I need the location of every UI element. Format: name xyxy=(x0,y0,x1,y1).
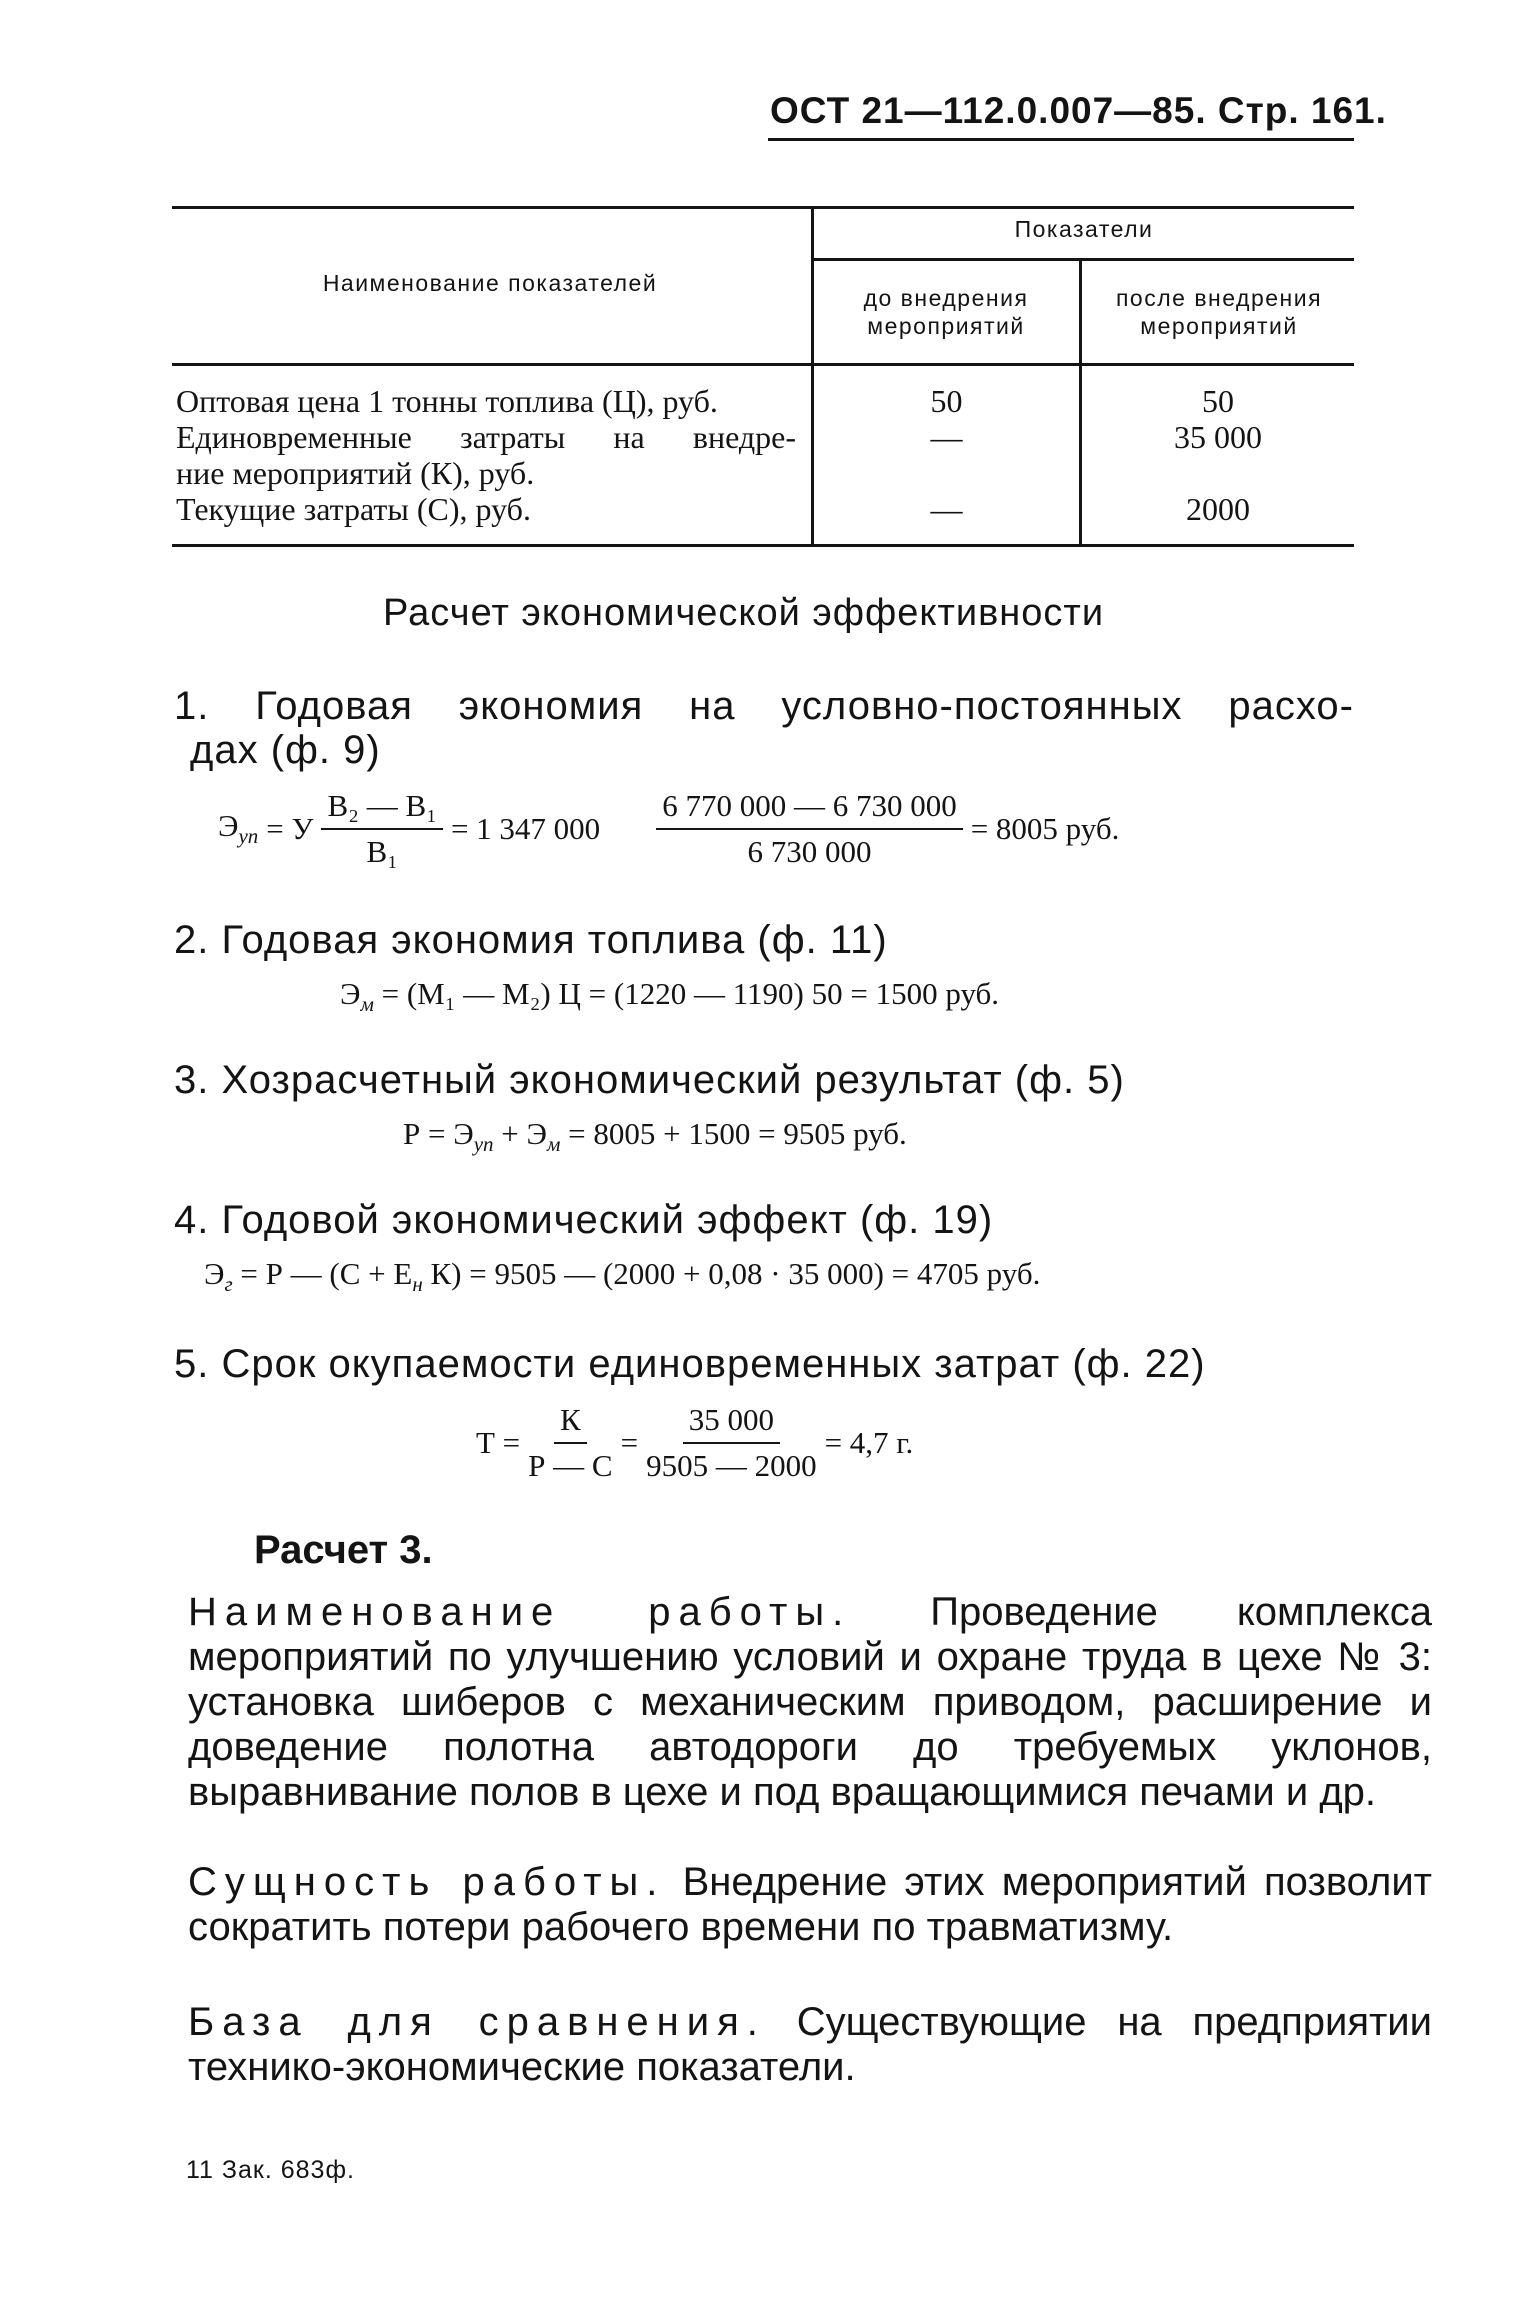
col-header-before: до внедрения мероприятий xyxy=(863,285,1029,339)
item-1-line1: 1. Годовая экономия на условно-постоянных расхо- xyxy=(174,684,1354,728)
f5-eq: = xyxy=(620,1425,639,1460)
f5-result: = 4,7 г. xyxy=(824,1425,914,1460)
f1-numerator-1: В₂ — В₁ xyxy=(321,788,442,830)
f1-fraction-2 xyxy=(656,788,963,870)
f1-fraction-1 xyxy=(321,788,442,870)
item-1-line2: дах (ф. 9) xyxy=(190,728,381,772)
f5-numerator-1: К xyxy=(554,1402,587,1444)
f1-eq: = У xyxy=(266,811,314,846)
calc3-essence-label: Сущность работы. xyxy=(188,1860,666,1904)
table-group-rule xyxy=(812,258,1354,261)
calc3-base-label: База для сравнения. xyxy=(188,2000,766,2044)
page-footer: 11 Зак. 683ф. xyxy=(186,2156,355,2184)
row-3-before: — xyxy=(930,491,963,527)
f1-denominator-2: 6 730 000 xyxy=(747,834,872,869)
row-2-label-line1: Единовременные затраты на внедре- xyxy=(176,419,796,455)
item-5: 5. Срок окупаемости единовременных затрат (ф. 22) xyxy=(174,1342,1206,1386)
calc3-name-paragraph xyxy=(188,1590,1432,1815)
formula-3: $Р = Э_{уп} + Э_м = 8005 + 1500 = 9505$ руб. xyxy=(403,1116,907,1157)
formula-5 xyxy=(476,1402,913,1484)
col-header-name: Наименование показателей xyxy=(322,270,658,296)
f1-mid: = 1 347 000 xyxy=(450,811,601,846)
f5-denominator-1: Р — С xyxy=(528,1448,613,1483)
calc3-heading: Расчет 3. xyxy=(254,1528,433,1572)
f5-lhs: Т = xyxy=(476,1425,521,1460)
row-3-after: 2000 xyxy=(1186,491,1250,527)
calc3-essence-text: Внедрение этих мероприятий позволит сократить потери рабочего времени по травматизму. xyxy=(188,1860,1432,1949)
formula-4: $Э_г = Р$ — ($С + Е_н$ К) = 9505 — (2000 + 0,08 · 35 000) = 4705 руб. xyxy=(204,1256,1041,1297)
calc3-base-paragraph xyxy=(188,2000,1432,2090)
row-1-label: Оптовая цена 1 тонны топлива (Ц), руб. xyxy=(176,383,718,419)
row-2-after: 35 000 xyxy=(1174,419,1262,455)
f1-denominator-1: В₁ xyxy=(366,834,398,869)
f1-result: = 8005 руб. xyxy=(970,811,1120,846)
row-3-label: Текущие затраты (С), руб. xyxy=(176,491,531,527)
row-2-before: — xyxy=(930,419,963,455)
item-2: 2. Годовая экономия топлива (ф. 11) xyxy=(174,918,888,962)
col-header-after: после внедрения мероприятий xyxy=(1115,285,1323,339)
calc3-essence-paragraph xyxy=(188,1860,1432,1950)
f1-lhs: $Э_{уп}$ xyxy=(218,808,259,849)
col-header-group: Показатели xyxy=(1014,216,1154,242)
header-rule xyxy=(768,138,1354,141)
f1-numerator-2: 6 770 000 — 6 730 000 xyxy=(656,788,963,830)
item-4: 4. Годовой экономический эффект (ф. 19) xyxy=(174,1198,994,1242)
table-header-rule xyxy=(172,363,1354,366)
row-1-before: 50 xyxy=(930,383,963,419)
formula-1 xyxy=(218,788,1119,870)
calc3-name-label: Наименование работы. xyxy=(188,1590,852,1634)
row-2-label-line2: ние мероприятий (К), руб. xyxy=(176,455,535,491)
section-title: Расчет экономической эффективности xyxy=(383,592,1105,634)
formula-2: $Э_м = (М_1$ — М₂) Ц = (1220 — 1190) 50 = 1500 руб. xyxy=(340,976,1000,1017)
f5-denominator-2: 9505 — 2000 xyxy=(646,1448,817,1483)
table-top-rule xyxy=(172,206,1354,209)
f5-fraction-2 xyxy=(646,1402,817,1484)
calc3-name-text: Проведение комплекса мероприятий по улучшению условий и охране труда в цехе № 3: установка шиберов с механическим приводом, расширение и доведение полотна автодороги до требуемых уклонов, выравнивание полов в цехе и под вращающимися печами и др. xyxy=(188,1590,1432,1814)
calc3-base-text: Существующие на предприятии технико-экономические показатели. xyxy=(188,2000,1432,2089)
f5-fraction-1 xyxy=(528,1402,612,1484)
page-header: ОСТ 21—112.0.007—85. Стр. 161. xyxy=(770,90,1387,131)
item-3: 3. Хозрасчетный экономический результат (ф. 5) xyxy=(174,1058,1125,1102)
table-bottom-rule xyxy=(172,544,1354,547)
f5-numerator-2: 35 000 xyxy=(683,1402,780,1444)
row-1-after: 50 xyxy=(1202,383,1234,419)
